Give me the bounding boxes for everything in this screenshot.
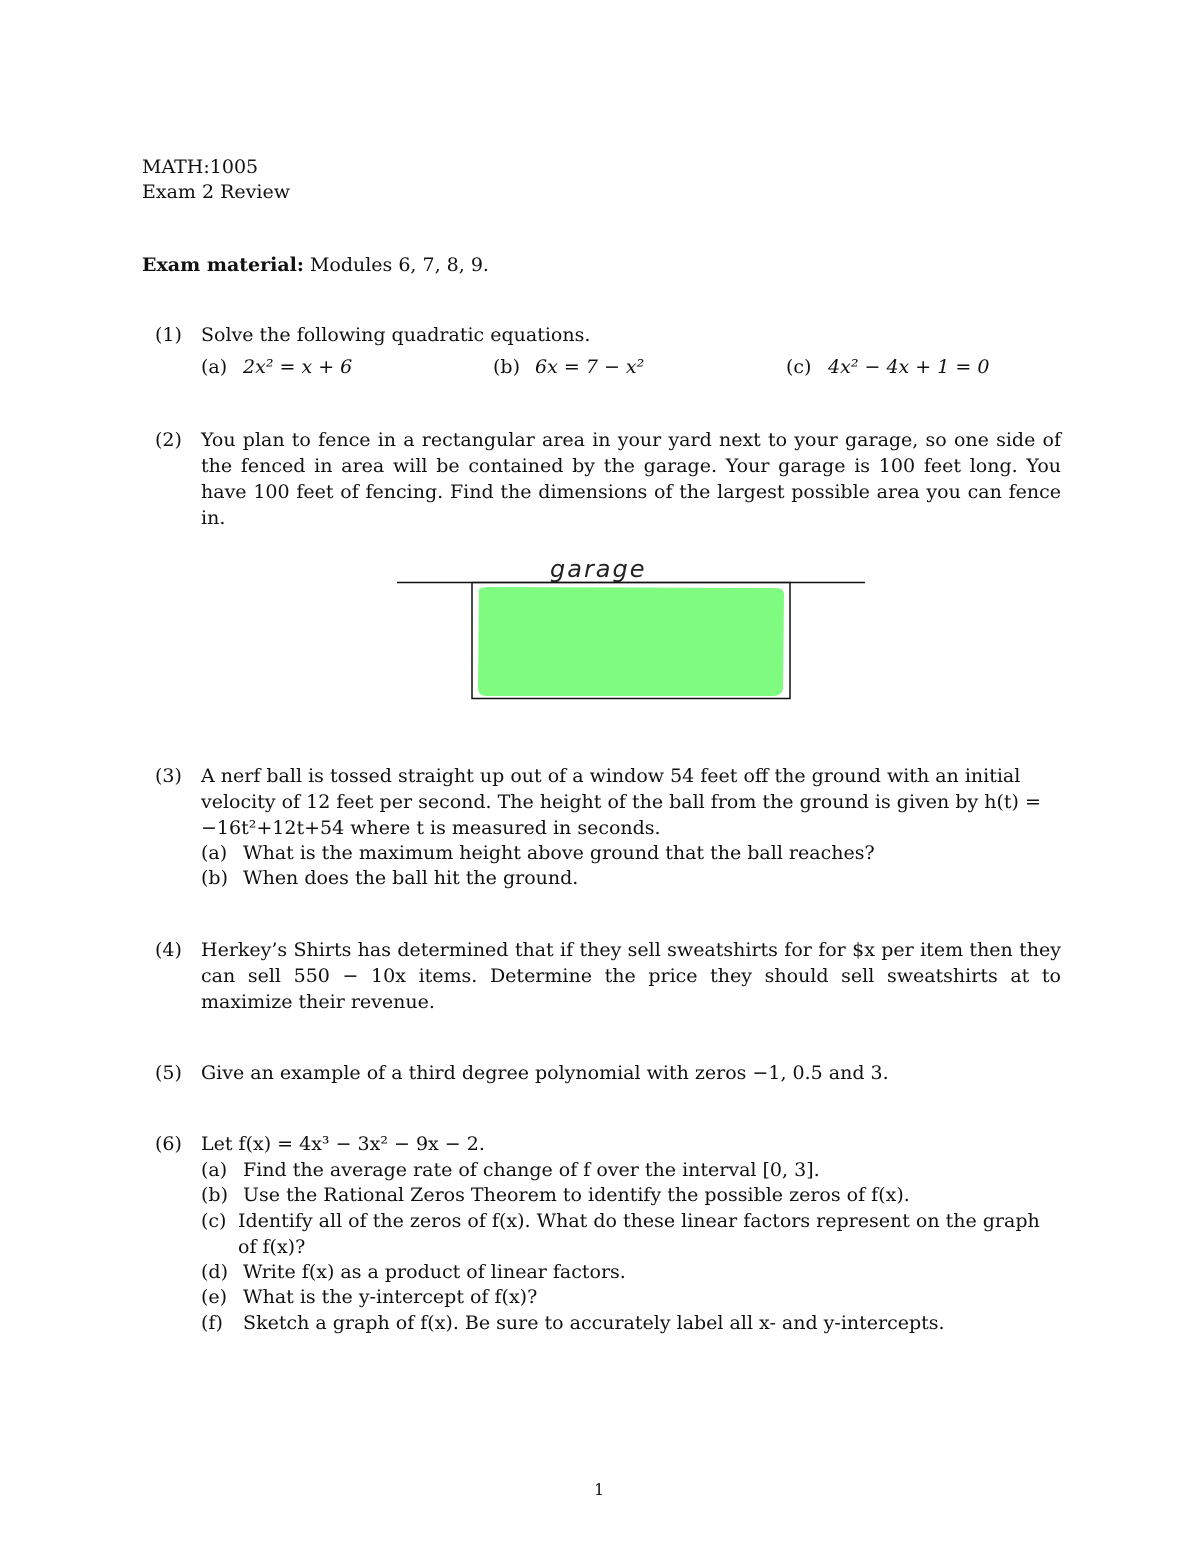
problem-3-text: A nerf ball is tossed straight up out of a window 54 feet off the ground with an initial velocity of 12 feet per second. The height of the ball from the ground is given by h(t) = −16t²+12t+54 where t is measured in seconds. [201,765,1041,839]
exam-material [142,252,489,278]
problem-6b-text: Use the Rational Zeros Theorem to identify the possible zeros of f(x). [243,1184,910,1206]
exam-material-label: Exam material: [142,254,304,276]
problem-6e [201,1284,537,1310]
problem-6b-label: (b) [201,1184,228,1206]
problem-2-text: You plan to fence in a rectangular area in your yard next to your garage, so one side of the fenced in area will be contained by the garage. Your garage is 100 feet long. You have 100 feet of fencing. Find the dimensions of the largest possible area you can fence in. [201,429,1061,529]
problem-1a [201,354,352,380]
problem-6c-label: (c) [201,1210,227,1232]
problem-6c-text: Identify all of the zeros of f(x). What do these linear factors represent on the graph of f(x)? [238,1210,1040,1258]
problem-1-text: Solve the following quadratic equations. [201,324,591,346]
problem-6e-text: What is the y-intercept of f(x)? [243,1286,538,1308]
problem-1c [786,354,989,380]
problem-3a [201,840,875,866]
problem-3b-label: (b) [201,867,228,889]
problem-6c [201,1208,1061,1260]
course-code: MATH:1005 [142,156,259,178]
problem-2-number: (2) [155,429,182,451]
problem-6-text: Let f(x) = 4x³ − 3x² − 9x − 2. [201,1133,485,1155]
problem-6e-label: (e) [201,1286,228,1308]
problem-1b-label: (b) [493,356,520,378]
problem-4-text: Herkey’s Shirts has determined that if they sell sweatshirts for for $x per item then they can sell 550 − 10x items. Determine the price they should sell sweatshirts at to maximize their revenue. [201,939,1061,1013]
exam-material-text: Modules 6, 7, 8, 9. [309,254,489,276]
problem-6d-text: Write f(x) as a product of linear factors. [243,1261,626,1283]
garage-label: garage [550,555,647,583]
problem-1a-equation: 2x² = x + 6 [243,356,353,378]
problem-1c-equation: 4x² − 4x + 1 = 0 [828,356,990,378]
problem-6f [201,1310,945,1336]
page-number: 1 [594,1480,605,1499]
problem-6d [201,1259,626,1285]
problem-3a-label: (a) [201,842,228,864]
problem-1c-label: (c) [786,356,812,378]
problem-3b-text: When does the ball hit the ground. [243,867,579,889]
fenced-area-fill [478,587,784,696]
problem-5-text: Give an example of a third degree polynomial with zeros −1, 0.5 and 3. [201,1062,889,1084]
document-title: Exam 2 Review [142,181,290,203]
problem-6f-text: Sketch a graph of f(x). Be sure to accurately label all x- and y-intercepts. [243,1312,945,1334]
problem-3b [201,865,578,891]
problem-6a [201,1157,820,1183]
problem-6b [201,1182,910,1208]
problem-6d-label: (d) [201,1261,228,1283]
problem-6-number: (6) [155,1133,182,1155]
problem-3a-text: What is the maximum height above ground that the ball reaches? [243,842,875,864]
problem-6a-label: (a) [201,1159,228,1181]
problem-1b [493,354,644,380]
problem-6f-label: (f) [201,1312,223,1334]
problem-5-number: (5) [155,1062,182,1084]
problem-1a-label: (a) [201,356,228,378]
problem-4-number: (4) [155,939,182,961]
problem-1-number: (1) [155,324,182,346]
problem-6a-text: Find the average rate of change of f over the interval [0, 3]. [243,1159,820,1181]
garage-diagram [395,548,867,704]
problem-1b-equation: 6x = 7 − x² [535,356,645,378]
problem-3-number: (3) [155,765,182,787]
